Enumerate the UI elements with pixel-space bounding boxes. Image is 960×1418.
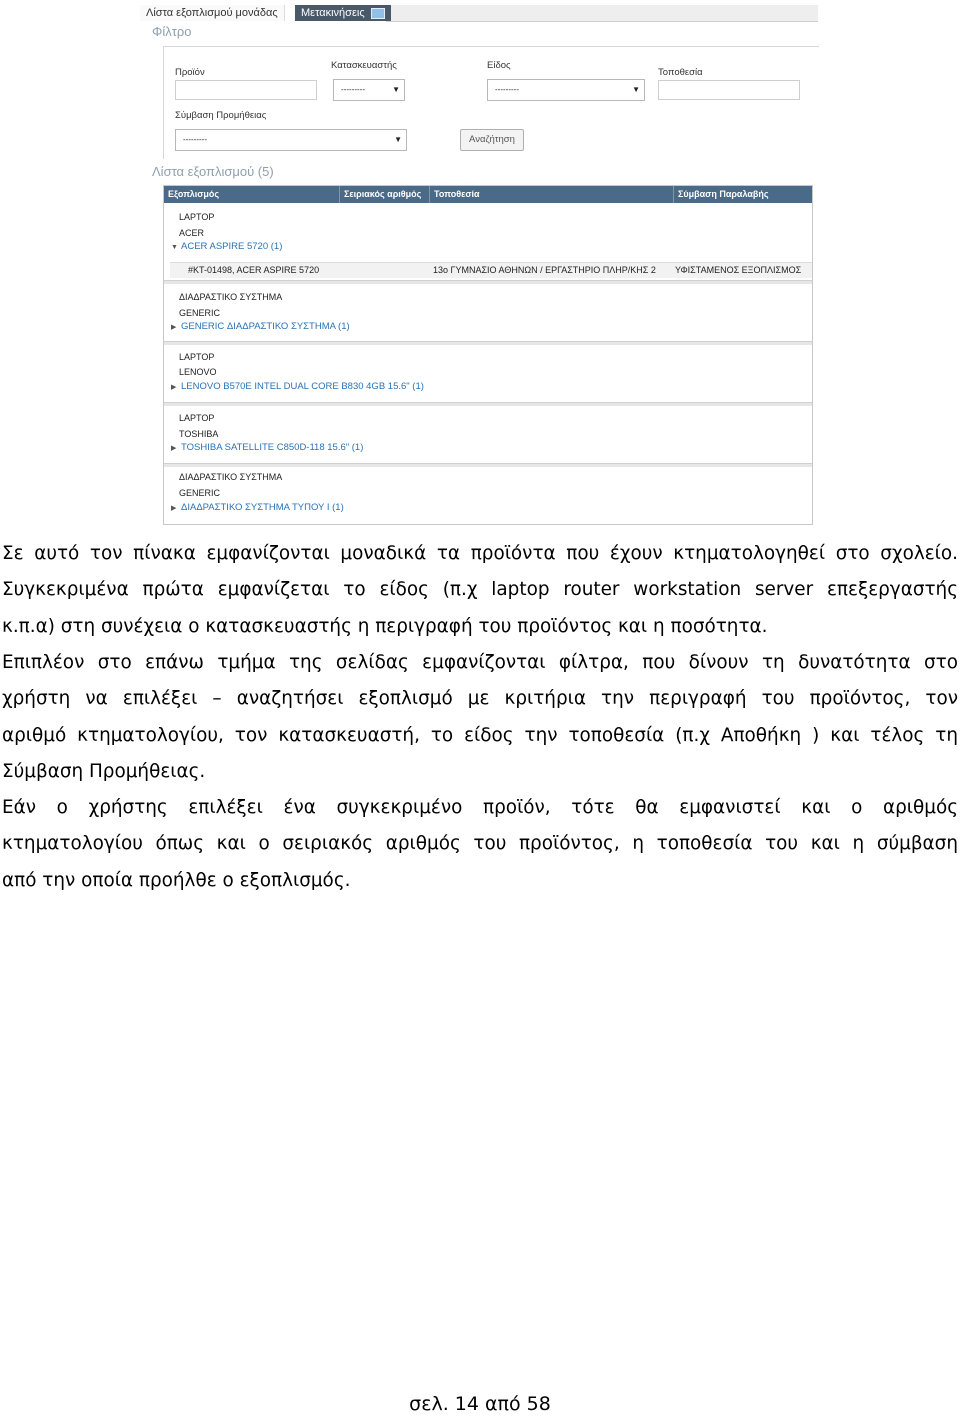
serial-row-location: 13ο ΓΥΜΝΑΣΙΟ ΑΘΗΝΩΝ / ΕΡΓΑΣΤΗΡΙΟ ΠΛΗΡ/ΚΗΣ 2 [433, 265, 656, 275]
paragraph-intro [2, 536, 958, 645]
product-link-text: TOSHIBA SATELLITE C850D-118 15.6" (1) [181, 442, 364, 453]
text-line: Σε αυτό τον πίνακα εμφανίζονται μοναδικά τα προϊόντα που έχουν κτηματολογηθεί στο σχολείο. [2, 543, 958, 564]
chevron-down-icon: ▼ [392, 85, 400, 94]
product-link-text: GENERIC ΔΙΑΔΡΑΣΤΙΚΟ ΣΥΣΤΗΜΑ (1) [181, 321, 350, 332]
manufacturer-select[interactable] [333, 79, 405, 101]
monitor-icon [371, 8, 385, 19]
table-row [164, 467, 812, 523]
table-header [164, 186, 812, 203]
serial-row-contract: ΥΦΙΣΤΑΜΕΝΟΣ ΕΞΟΠΛΙΣΜΟΣ [675, 265, 802, 275]
paragraph-filters [2, 645, 958, 791]
product-maker: GENERIC [179, 488, 221, 498]
contract-select[interactable] [175, 129, 407, 151]
triangle-right-icon: ▶ [171, 445, 177, 452]
chevron-down-icon: ▼ [632, 85, 640, 94]
equipment-screenshot [140, 0, 820, 528]
table-row [164, 345, 812, 401]
product-input[interactable] [175, 80, 317, 100]
product-link[interactable] [171, 381, 424, 392]
product-link[interactable] [171, 321, 350, 332]
type-select-value: --------- [495, 85, 519, 94]
text-line: Συγκεκριμένα πρώτα εμφανίζεται το είδος (π.χ laptop router workstation server επεξεργαστής [2, 579, 958, 601]
text-line: από την οποία προήλθε ο εξοπλισμός. [2, 869, 351, 891]
triangle-right-icon: ▶ [171, 505, 177, 512]
triangle-down-icon: ▼ [171, 244, 178, 251]
product-link-text: ΔΙΑΔΡΑΣΤΙΚΟ ΣΥΣΤΗΜΑ ΤΥΠΟΥ Ι (1) [181, 502, 344, 513]
text-line: κτηματολογίου όπως και ο σειριακός αριθμός του προϊόντος, η τοποθεσία του και η σύμβαση [2, 833, 958, 855]
text-line: Επιπλέον στο επάνω τμήμα της σελίδας εμφανίζονται φίλτρα, που δίνουν τη δυνατότητα στο [2, 652, 958, 673]
product-link-text: LENOVO B570E INTEL DUAL CORE B830 4GB 15.6" (1) [181, 381, 424, 392]
triangle-right-icon: ▶ [171, 324, 177, 331]
product-type: LAPTOP [179, 212, 215, 222]
table-row [164, 203, 812, 279]
product-type: ΔΙΑΔΡΑΣΤΙΚΟ ΣΥΣΤΗΜΑ [179, 472, 283, 482]
tab-movements[interactable] [295, 5, 391, 21]
text-line: Σύμβαση Προμήθειας. [2, 761, 206, 783]
tab-bar-line [386, 5, 818, 22]
text-line: Εάν ο χρήστης επιλέξει ένα συγκεκριμένο προϊόν, τότε θα εμφανιστεί και ο αριθμός [2, 797, 958, 818]
product-type: LAPTOP [179, 413, 215, 423]
contract-select-value: --------- [183, 135, 207, 144]
paragraph-selection [2, 790, 958, 899]
text-line: χρήστη να επιλέξει – αναζητήσει εξοπλισμό με κριτήρια την περιγραφή του προϊόντος, τον [2, 688, 958, 710]
product-link-text: ACER ASPIRE 5720 (1) [181, 241, 283, 252]
tab-movements-label: Μετακινήσεις [301, 7, 365, 19]
text-line: αριθμό κτηματολογίου, τον κατασκευαστή, το είδος την τοποθεσία (π.χ Αποθήκη ) και τέλος τη [2, 724, 958, 746]
product-maker: TOSHIBA [179, 429, 219, 439]
equipment-table [163, 185, 813, 525]
product-link[interactable] [171, 502, 344, 513]
page-number: σελ. 14 από 58 [409, 1393, 551, 1415]
tab-bar [140, 5, 818, 21]
product-type: LAPTOP [179, 352, 215, 362]
equipment-list-title: Λίστα εξοπλισμού (5) [152, 164, 274, 179]
table-row [164, 284, 812, 340]
tab-equipment-list[interactable]: Λίστα εξοπλισμού μονάδας [140, 5, 285, 21]
contract-label: Σύμβαση Προμήθειας [175, 110, 267, 121]
location-label: Τοποθεσία [658, 67, 703, 78]
chevron-down-icon: ▼ [394, 135, 402, 144]
column-contract[interactable]: Σύμβαση Παραλαβής [673, 186, 769, 203]
column-location[interactable]: Τοποθεσία [429, 186, 480, 203]
manufacturer-select-value: --------- [341, 85, 365, 94]
text-line: κ.π.α) στη συνέχεια ο κατασκευαστής η περιγραφή του προϊόντος και η ποσότητα. [2, 615, 768, 637]
product-maker: LENOVO [179, 367, 217, 377]
type-select[interactable] [487, 79, 645, 101]
serial-row[interactable] [170, 262, 812, 278]
product-link[interactable] [171, 442, 363, 453]
product-maker: ACER [179, 228, 205, 238]
product-type: ΔΙΑΔΡΑΣΤΙΚΟ ΣΥΣΤΗΜΑ [179, 292, 283, 302]
serial-row-equipment: #KT-01498, ACER ASPIRE 5720 [188, 265, 320, 275]
location-input[interactable] [658, 80, 800, 100]
column-serial[interactable]: Σειριακός αριθμός [339, 186, 421, 203]
product-label: Προϊόν [175, 67, 205, 78]
triangle-right-icon: ▶ [171, 384, 177, 391]
column-equipment[interactable]: Εξοπλισμός [168, 189, 220, 199]
type-label: Είδος [487, 60, 511, 71]
manufacturer-label: Κατασκευαστής [331, 60, 397, 71]
search-button[interactable]: Αναζήτηση [460, 129, 524, 151]
product-link[interactable] [171, 241, 282, 252]
table-row [164, 406, 812, 462]
product-maker: GENERIC [179, 308, 221, 318]
filter-title: Φίλτρο [152, 24, 192, 39]
